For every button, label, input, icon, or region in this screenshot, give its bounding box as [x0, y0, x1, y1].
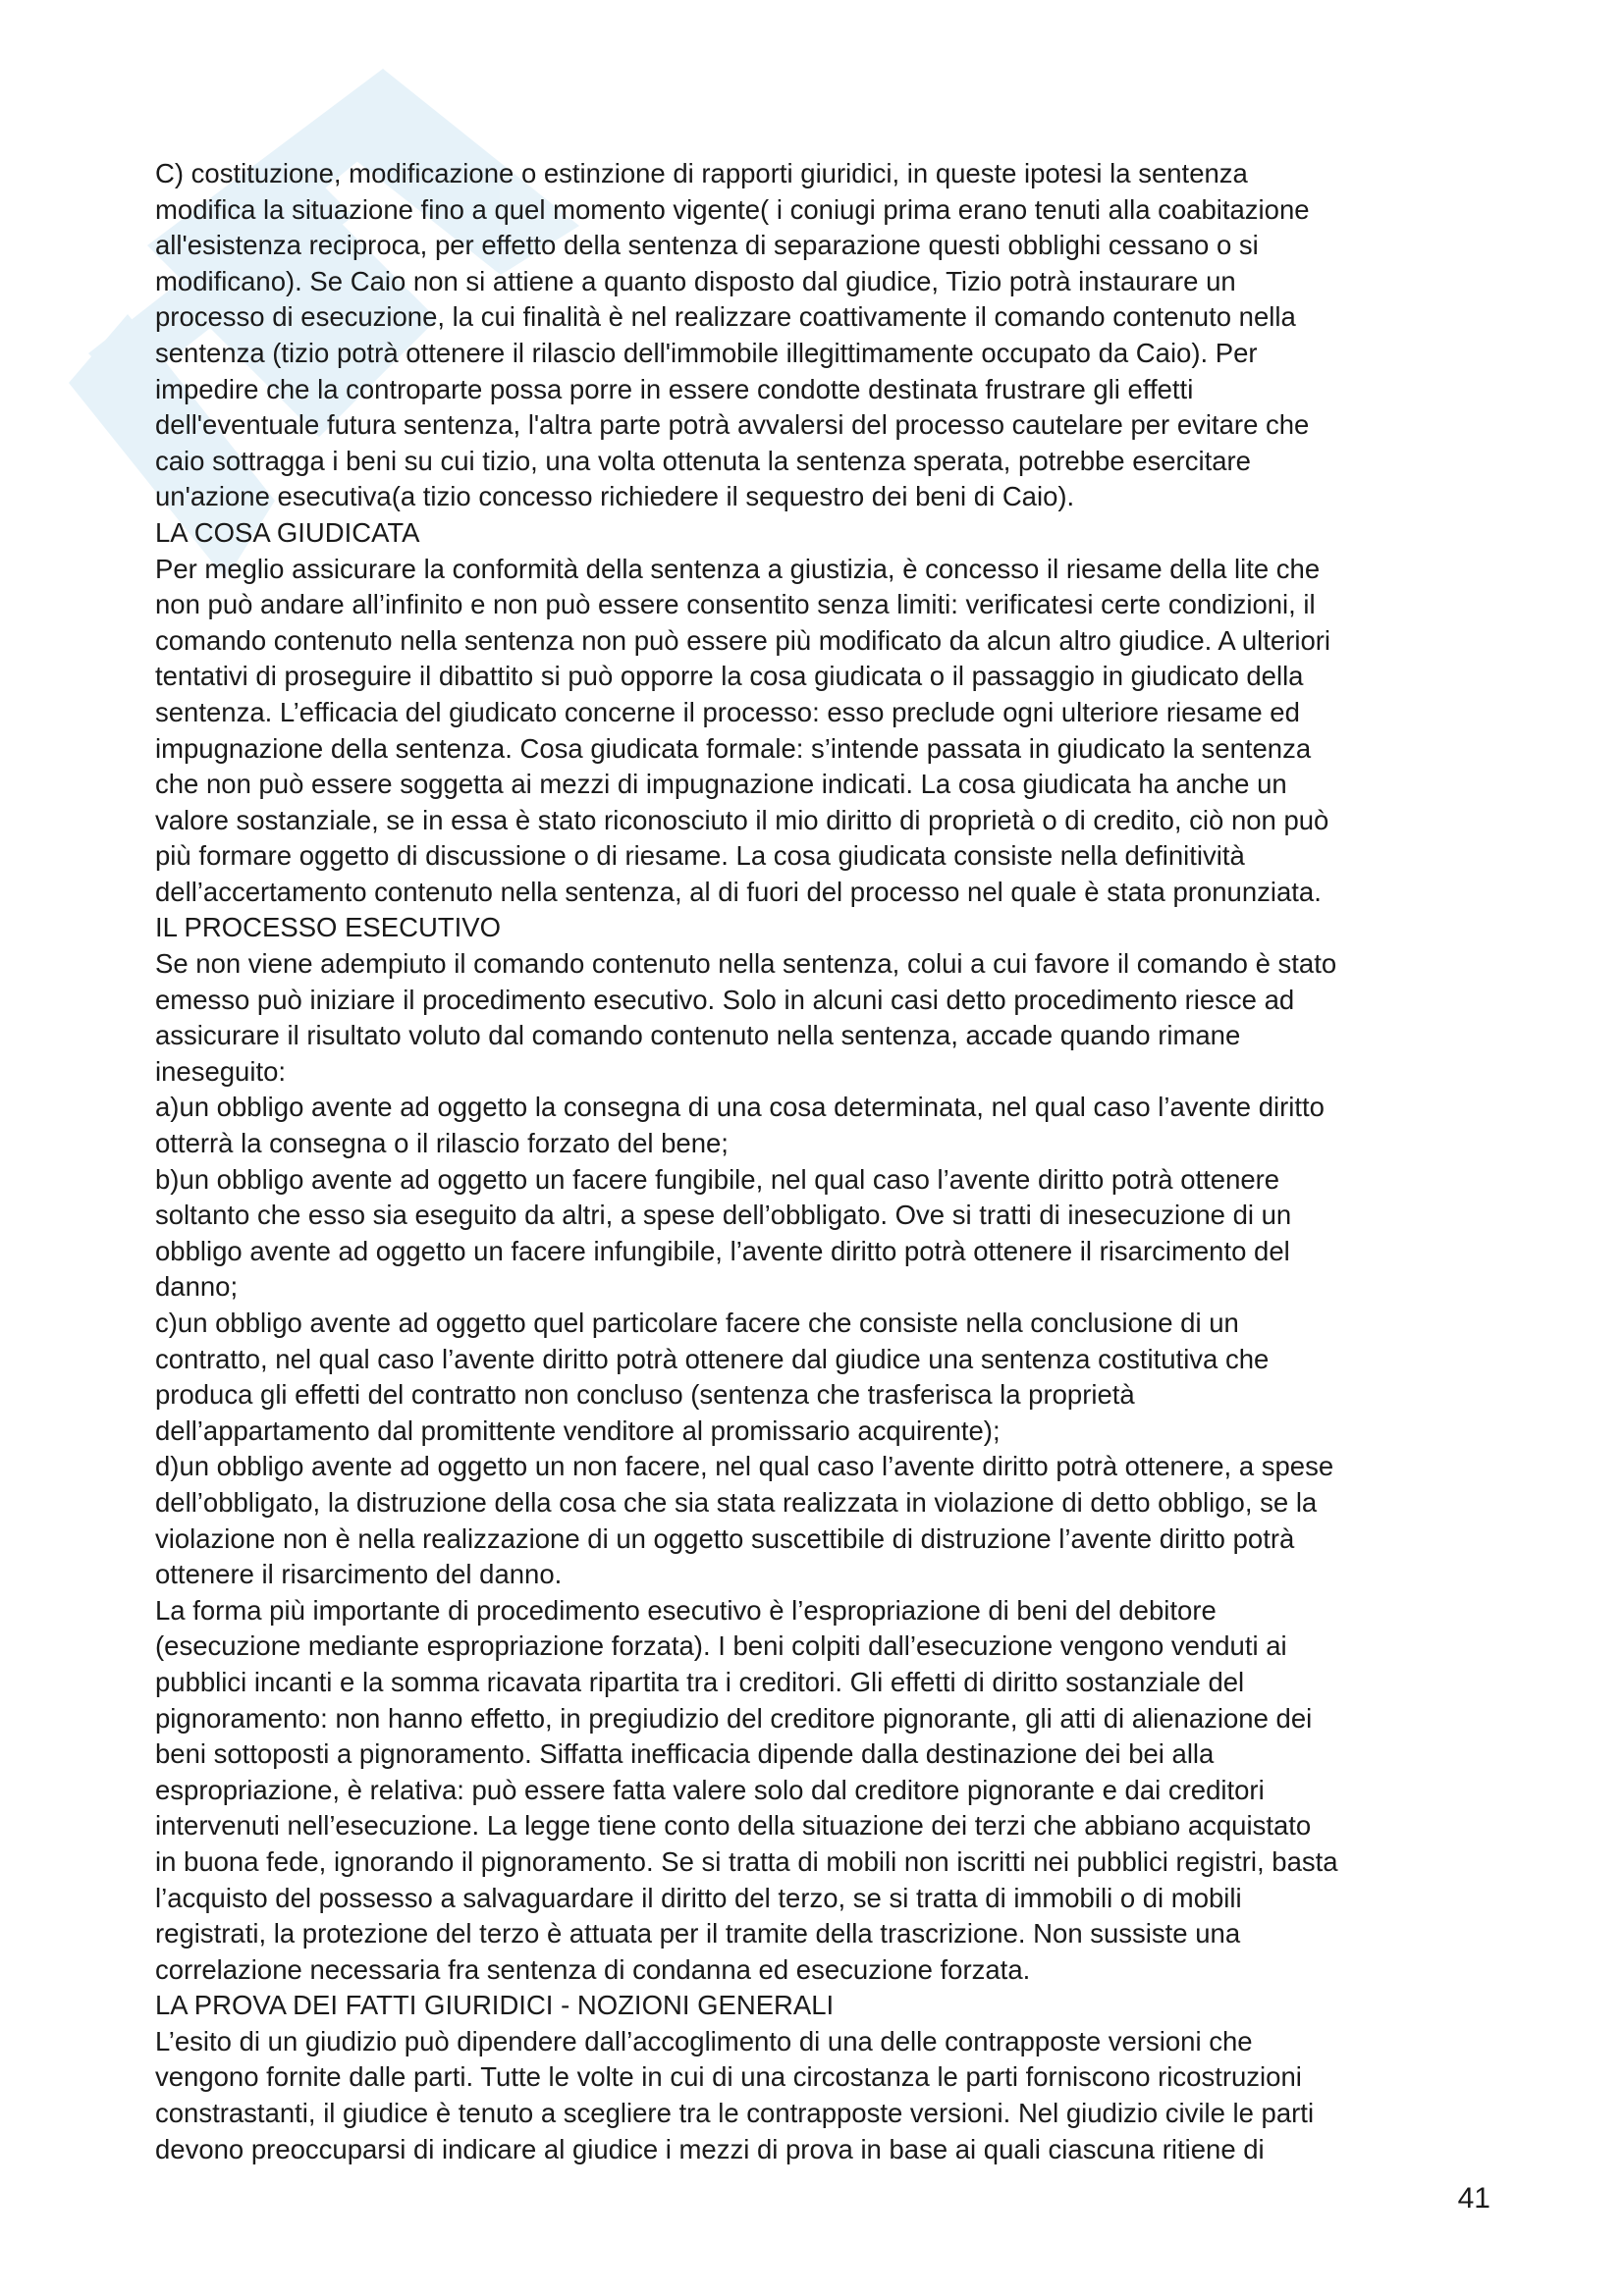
text-line: constrastanti, il giudice è tenuto a scegliere tra le contrapposte versioni. Nel giudizio civile le parti	[155, 2098, 1315, 2129]
text-line: espropriazione, è relativa: può essere fatta valere solo dal creditore pignorante e dai creditori	[155, 1774, 1265, 1805]
text-line: all'esistenza reciproca, per effetto della sentenza di separazione questi obblighi cessano o si	[155, 230, 1259, 261]
text-line: in buona fede, ignorando il pignoramento. Se si tratta di mobili non iscritti nei pubblici registri, basta	[155, 1845, 1338, 1877]
text-line: registrati, la protezione del terzo è attuata per il tramite della trascrizione. Non sussiste una	[155, 1918, 1241, 1949]
text-line: Per meglio assicurare la conformità della sentenza a giustizia, è concesso il riesame della lite che	[155, 553, 1321, 584]
text-line: IL PROCESSO ESECUTIVO	[155, 912, 501, 943]
text-line: impedire che la controparte possa porre in essere condotte destinata frustrare gli effetti	[155, 373, 1194, 404]
text-line: L’esito di un giudizio può dipendere dall’accoglimento di una delle contrapposte versioni che	[155, 2025, 1253, 2056]
text-line: vengono fornite dalle parti. Tutte le volte in cui di una circostanza le parti forniscono ricostruzioni	[155, 2061, 1302, 2093]
document-body	[155, 156, 1490, 2167]
text-line: beni sottoposti a pignoramento. Siffatta inefficacia dipende dalla destinazione dei bei alla	[155, 1738, 1215, 1770]
text-line: pignoramento: non hanno effetto, in pregiudizio del creditore pignorante, gli atti di alienazione dei	[155, 1702, 1313, 1734]
text-line: b)un obbligo avente ad oggetto un facere fungibile, nel qual caso l’avente diritto potrà ottenere	[155, 1163, 1280, 1195]
text-line: intervenuti nell’esecuzione. La legge tiene conto della situazione dei terzi che abbiano acquistato	[155, 1810, 1312, 1842]
text-line: dell'eventuale futura sentenza, l'altra parte potrà avvalersi del processo cautelare per evitare che	[155, 409, 1310, 441]
text-line: l’acquisto del possesso a salvaguardare il diritto del terzo, se si tratta di immobili o di mobili	[155, 1882, 1242, 1913]
text-line: soltanto che esso sia eseguito da altri, a spese dell’obbligato. Ove si tratti di inesecuzione di un	[155, 1200, 1292, 1231]
text-line: c)un obbligo avente ad oggetto quel particolare facere che consiste nella conclusione di un	[155, 1308, 1239, 1338]
text-line: danno;	[155, 1271, 239, 1303]
text-line: otterrà la consegna o il rilascio forzato del bene;	[155, 1128, 729, 1159]
text-line: impugnazione della sentenza. Cosa giudicata formale: s’intende passata in giudicato la sentenza	[155, 732, 1312, 764]
text-line: dell’obbligato, la distruzione della cosa che sia stata realizzata in violazione di detto obbligo, se la	[155, 1486, 1318, 1518]
text-line: che non può essere soggetta ai mezzi di impugnazione indicati. La cosa giudicata ha anche un	[155, 769, 1287, 800]
text-line: modificano). Se Caio non si attiene a quanto disposto dal giudice, Tizio potrà instaurare un	[155, 265, 1236, 296]
text-line: ottenere il risarcimento del danno.	[155, 1559, 563, 1590]
text-line: sentenza (tizio potrà ottenere il rilascio dell'immobile illegittimamente occupato da Caio). Per	[155, 337, 1258, 368]
text-line: tentativi di proseguire il dibattito si può opporre la cosa giudicata o il passaggio in giudicato della	[155, 661, 1304, 692]
text-line: ineseguito:	[155, 1055, 287, 1087]
text-line: obbligo avente ad oggetto un facere infungibile, l’avente diritto potrà ottenere il risarcimento del	[155, 1235, 1290, 1266]
text-line: devono preoccuparsi di indicare al giudice i mezzi di prova in base ai quali ciascuna ritiene di	[155, 2133, 1265, 2164]
text-line: processo di esecuzione, la cui finalità è nel realizzare coattivamente il comando contenuto nella	[155, 301, 1296, 333]
text-line: contratto, nel qual caso l’avente diritto potrà ottenere dal giudice una sentenza costitutiva che	[155, 1343, 1270, 1374]
text-line: d)un obbligo avente ad oggetto un non facere, nel qual caso l’avente diritto potrà ottenere, a spese	[155, 1451, 1334, 1482]
text-line: a)un obbligo avente ad oggetto la consegna di una cosa determinata, nel qual caso l’avente diritto	[155, 1092, 1325, 1123]
text-line: (esecuzione mediante espropriazione forzata). I beni colpiti dall’esecuzione vengono venduti ai	[155, 1630, 1287, 1662]
text-line: pubblici incanti e la somma ricavata ripartita tra i creditori. Gli effetti di diritto sostanziale del	[155, 1666, 1245, 1697]
text-line: caio sottragga i beni su cui tizio, una volta ottenuta la sentenza sperata, potrebbe esercitare	[155, 445, 1251, 476]
text-line: comando contenuto nella sentenza non può essere più modificato da alcun altro giudice. A ulteriori	[155, 624, 1331, 656]
text-line: correlazione necessaria fra sentenza di condanna ed esecuzione forzata.	[155, 1953, 1031, 1985]
text-line: dell’accertamento contenuto nella sentenza, al di fuori del processo nel quale è stata pronunziata.	[155, 876, 1322, 907]
text-line: valore sostanziale, se in essa è stato riconosciuto il mio diritto di proprietà o di credito, ciò non può	[155, 804, 1329, 835]
text-line: LA PROVA DEI FATTI GIURIDICI - NOZIONI GENERALI	[155, 1990, 835, 2021]
text-line: assicurare il risultato voluto dal comando contenuto nella sentenza, accade quando rimane	[155, 1020, 1241, 1051]
text-line: modifica la situazione fino a quel momento vigente( i coniugi prima erano tenuti alla coabitazione	[155, 193, 1310, 225]
text-line: sentenza. L’efficacia del giudicato concerne il processo: esso preclude ogni ulteriore riesame ed	[155, 696, 1300, 727]
text-line: LA COSA GIUDICATA	[155, 516, 420, 548]
text-line: Se non viene adempiuto il comando contenuto nella sentenza, colui a cui favore il comando è stato	[155, 948, 1337, 980]
text-line: dell’appartamento dal promittente venditore al promissario acquirente);	[155, 1415, 1001, 1446]
text-line: non può andare all’infinito e non può essere consentito senza limiti: verificatesi certe condizioni, il	[155, 589, 1316, 620]
text-line: La forma più importante di procedimento esecutivo è l’espropriazione di beni del debitore	[155, 1594, 1217, 1626]
text-line: C) costituzione, modificazione o estinzione di rapporti giuridici, in queste ipotesi la sentenza	[155, 158, 1248, 188]
page-number: 41	[1457, 2182, 1490, 2215]
text-line: produca gli effetti del contratto non concluso (sentenza che trasferisca la proprietà	[155, 1379, 1135, 1411]
text-line: violazione non è nella realizzazione di un oggetto suscettibile di distruzione l’avente diritto potrà	[155, 1522, 1295, 1554]
text-line: più formare oggetto di discussione o di riesame. La cosa giudicata consiste nella definitività	[155, 840, 1245, 872]
text-line: un'azione esecutiva(a tizio concesso richiedere il sequestro dei beni di Caio).	[155, 481, 1075, 512]
text-line: emesso può iniziare il procedimento esecutivo. Solo in alcuni casi detto procedimento riesce ad	[155, 984, 1295, 1015]
